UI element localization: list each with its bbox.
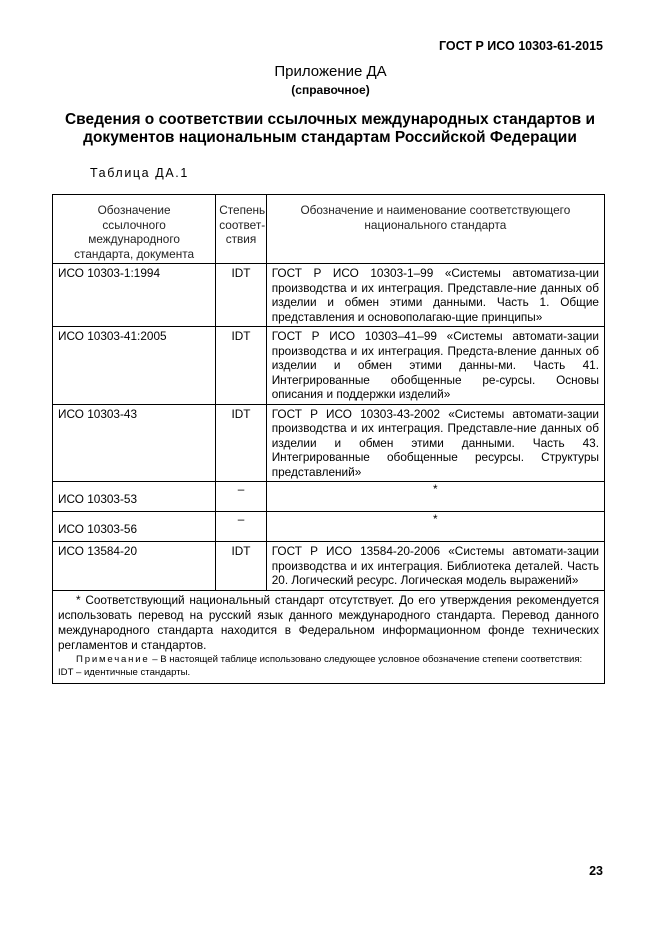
degree-cell: – [216,482,266,512]
annex-heading: Сведения о соответствии ссылочных международных стандартов и документов национальным стандартам Российской Федерации [64,111,596,146]
reference-cell: ИСО 10303-43 [53,404,216,482]
table-row [53,404,605,482]
table-row [53,327,605,405]
table-row [53,264,605,327]
document-code: ГОСТ Р ИСО 10303-61-2015 [439,39,603,53]
degree-cell: – [216,512,266,542]
table-header-row [53,195,605,264]
table-row [53,482,605,512]
reference-cell: ИСО 10303-56 [53,512,216,542]
note-text: – В настоящей таблице использовано следующее условное обозначение степени соответствия: [149,653,583,665]
table-note [58,654,599,666]
degree-cell: IDT [216,404,266,482]
reference-cell: ИСО 10303-41:2005 [53,327,216,405]
note-label: Примечание [76,653,150,665]
national-standard-cell: ГОСТ Р ИСО 10303-43-2002 «Системы автомати-зации производства и их интеграция. Представле-ние данных об изделии и обмен этими данными. Часть 43. Интегрированные обобщенные ресурсы. Структуры представлений» [266,404,604,482]
degree-cell: IDT [216,264,266,327]
reference-cell: ИСО 13584-20 [53,542,216,591]
column-header-reference: Обозначение ссылочного международного стандарта, документа [53,195,216,264]
correspondence-table [52,194,605,684]
table-footer [53,590,605,683]
degree-cell: IDT [216,327,266,405]
column-header-national: Обозначение и наименование соответствующего национального стандарта [266,195,604,264]
table-row [53,542,605,591]
column-header-degree: Степень соответ-ствия [216,195,266,264]
note-definition: IDT – идентичные стандарты. [58,666,191,678]
national-standard-cell: ГОСТ Р ИСО 10303-1–99 «Системы автоматиза-ции производства и их интеграция. Представле-ние данных об изделии и обмен этими данными. Часть 1. Общие представления и основополагаю-щие принципы» [266,264,604,327]
page-number: 23 [589,864,603,878]
table-footer-row [53,590,605,683]
footnote-text: * Соответствующий национальный стандарт отсутствует. До его утверждения рекомендуется использовать перевод на русский язык данного международного стандарта. Перевод данного международного стандарта находится в Федеральном информационном фонде технических регламентов и стандартов. [58,592,599,652]
table-label: Таблица ДА.1 [90,166,189,180]
degree-cell: IDT [216,542,266,591]
table-row [53,512,605,542]
national-standard-cell: * [266,512,604,542]
national-standard-cell: ГОСТ Р ИСО 10303–41–99 «Системы автомати-зации производства и их интеграция. Предста-вление данных об изделии и обмен этими данны-ми. Часть 41. Интегрированные обобщенные ре-сурсы. Основы описания и поддержки изделий» [266,327,604,405]
reference-cell: ИСО 10303-53 [53,482,216,512]
annex-subtitle: (справочное) [291,83,370,97]
reference-cell: ИСО 10303-1:1994 [53,264,216,327]
national-standard-cell: * [266,482,604,512]
national-standard-cell: ГОСТ Р ИСО 13584-20-2006 «Системы автомати-зации производства и их интеграция. Библиотека деталей. Часть 20. Логический ресурс. Логическая модель выражений» [266,542,604,591]
annex-title: Приложение ДА [274,63,387,80]
